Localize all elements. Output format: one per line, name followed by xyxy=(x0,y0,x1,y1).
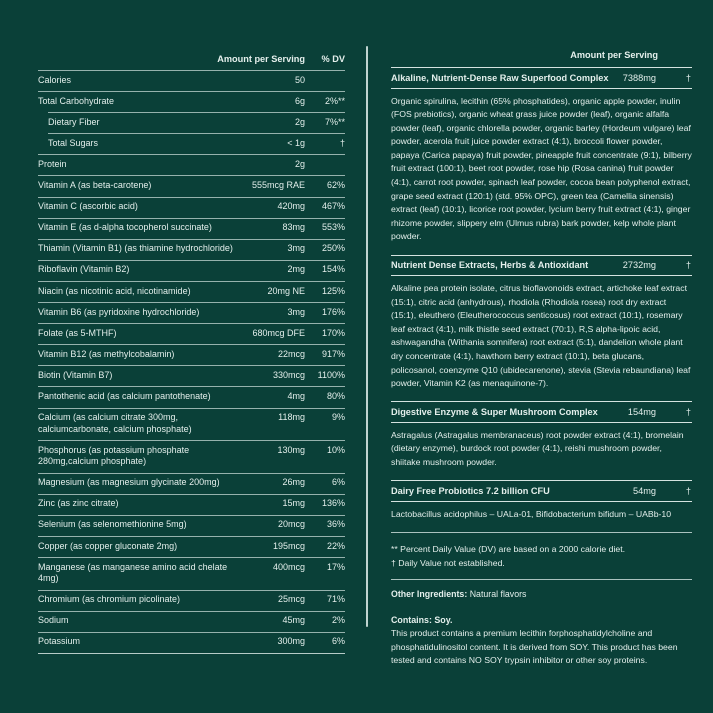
separator-line xyxy=(391,579,692,580)
nutrient-dv: 125% xyxy=(321,285,345,296)
amount-per-serving-header-right: Amount per Serving xyxy=(570,50,658,60)
table-row-calories xyxy=(38,70,345,91)
table-row-selenium xyxy=(38,515,345,536)
nutrient-amount: 20mg NE xyxy=(267,285,305,296)
nutrient-amount: 25mcg xyxy=(277,594,305,605)
nutrient-amount: 45mg xyxy=(282,615,305,626)
table-row-vitamin-b12 xyxy=(38,344,345,365)
table-row-copper xyxy=(38,536,345,557)
nutrient-dv: 553% xyxy=(321,222,345,233)
allergen-statement xyxy=(391,615,692,668)
nutrient-amount: 26mg xyxy=(282,477,305,488)
section-header-digestive-mushroom xyxy=(391,401,692,423)
dagger-symbol: † xyxy=(685,406,691,417)
nutrient-dv: 17% xyxy=(326,561,345,572)
section-header-extracts-herbs xyxy=(391,255,692,277)
section-title: Nutrient Dense Extracts, Herbs & Antioxidant xyxy=(391,260,589,271)
nutrient-amount: 2mg xyxy=(287,264,305,275)
nutrient-amount: 6g xyxy=(294,95,305,106)
nutrient-amount: 3mg xyxy=(287,306,305,317)
nutrient-dv: 22% xyxy=(326,540,345,551)
nutrient-dv: 71% xyxy=(326,594,345,605)
nutrient-label: Folate (as 5-MTHF) xyxy=(38,327,117,338)
contains-heading: Contains: Soy. xyxy=(391,615,453,626)
amount-per-serving-header: Amount per Serving xyxy=(217,54,305,64)
table-row-magnesium xyxy=(38,473,345,494)
table-row-riboflavin xyxy=(38,260,345,281)
section-ingredients: Organic spirulina, lecithin (65% phosphatides), organic apple powder, inulin (FOS prebiotics), organic wheat grass juice powder (leaf), organic alfalfa powder (leaf), organic chlorella powder, organic barley (Hordeum vulgare) leaf powder, acerola fruit juice powder extract (4:1), broccoli flower powder, papaya (Carica papaya) fruit powder, pineapple fruit concentrate (9:1), bilberry fruit extract (100:1), beet root powder, rose hip (Rosa canina) fruit powder (4:1), carrot root powder, spinach leaf powder, cocoa bean polyphenol extract, grape seed extract (120:1) (std. 95% OPC), green tea (Camellia sinensis) extract (leaf) (10:1), licorice root powder, lycium berry fruit extract (4:1), ginger rhizome powder, slippery elm (Ulmus rubra) bark powder, kelp whole plant powder. xyxy=(391,95,692,242)
section-ingredients: Astragalus (Astragalus membranaceus) root powder extract (4:1), bromelain (dietary enzyme), burdock root powder (4:1), reishi mushroom powder, shiitake mushroom powder. xyxy=(391,429,684,467)
nutrient-label: Selenium (as selenomethionine 5mg) xyxy=(38,519,187,530)
nutrient-label: Biotin (Vitamin B7) xyxy=(38,369,113,380)
nutrient-label: Thiamin (Vitamin B1) (as thiamine hydrochloride) xyxy=(38,243,233,254)
table-row-vitamin-c xyxy=(38,197,345,218)
section-ingredients: Alkaline pea protein isolate, citrus bioflavonoids extract, artichoke leaf extract (15:1), citric acid (anhydrous), rhodiola (Rhodiola rosea) root dry extract (15:1), eleuthero (Eleutherococcus senticosus) root extract (10:1), rosemary leaf extract (4:1), milk thistle seed extract (70:1), R,S alpha-lipoic acid, ashwagandha (Withania somnifera) root extract (5:1), dandelion whole plant dry concentrate (4:1), hawthorn berry extract (10:1), beta glucans, policosanol, coenzyme Q10 (ubidecarenone), stevia (Stevia rebaundiana) leaf powder, Vitamin K2 (as menaquinone-7). xyxy=(391,283,691,389)
nutrient-dv: † xyxy=(339,137,345,148)
table-row-protein xyxy=(38,154,345,175)
nutrient-dv: 176% xyxy=(321,306,345,317)
table-row-calcium xyxy=(38,408,345,441)
nutrient-dv: 62% xyxy=(326,180,345,191)
table-row-total-sugars xyxy=(38,133,345,154)
nutrient-table-header xyxy=(38,52,345,70)
nutrient-amount: < 1g xyxy=(287,137,305,148)
footnote-dv-basis: ** Percent Daily Value (DV) are based on a 2000 calorie diet. xyxy=(391,543,626,554)
probiotic-strains: Lactobacillus acidophilus – UALa-01, Bifidobacterium bifidum – UABb-10 xyxy=(391,508,672,519)
nutrient-amount: 50 xyxy=(294,74,305,85)
table-row-niacin xyxy=(38,281,345,302)
section-title: Dairy Free Probiotics 7.2 billion CFU xyxy=(391,485,550,496)
footnote-dv-not-established: † Daily Value not established. xyxy=(391,557,505,568)
section-amount: 7388mg xyxy=(622,72,656,83)
table-row-pantothenic-acid xyxy=(38,386,345,407)
nutrient-dv: 6% xyxy=(331,477,345,488)
section-amount: 2732mg xyxy=(622,260,656,271)
nutrient-label: Pantothenic acid (as calcium pantothenate) xyxy=(38,391,211,401)
nutrient-amount: 300mg xyxy=(277,636,305,647)
table-row-dietary-fiber xyxy=(38,112,345,133)
nutrient-amount: 330mcg xyxy=(272,369,305,380)
column-divider xyxy=(366,46,368,627)
nutrient-dv: 1100% xyxy=(317,369,345,380)
nutrient-label: Vitamin B6 (as pyridoxine hydrochloride) xyxy=(38,306,200,317)
nutrient-amount: 195mcg xyxy=(272,540,305,551)
nutrient-dv: 467% xyxy=(321,201,345,212)
nutrient-amount: 555mcg RAE xyxy=(251,180,305,191)
nutrient-amount: 4mg xyxy=(287,391,305,401)
table-row-chromium xyxy=(38,590,345,611)
section-header-superfood-complex xyxy=(391,67,692,89)
dagger-symbol: † xyxy=(685,72,691,83)
other-ingredients xyxy=(391,589,692,599)
nutrient-amount: 400mcg xyxy=(272,561,305,572)
nutrient-label: Calories xyxy=(38,74,72,85)
nutrient-dv: 80% xyxy=(326,391,345,401)
nutrient-table xyxy=(38,52,345,654)
nutrient-dv: 154% xyxy=(321,264,345,275)
nutrient-dv: 2%** xyxy=(324,95,345,106)
other-ingredients-label: Other Ingredients: xyxy=(391,589,468,600)
table-row-vitamin-e xyxy=(38,218,345,239)
nutrient-amount: 130mg xyxy=(277,444,305,455)
nutrient-amount: 15mg xyxy=(282,498,305,509)
percent-dv-header: % DV xyxy=(321,54,345,64)
nutrient-label: Dietary Fiber xyxy=(48,116,100,127)
nutrient-dv: 7%** xyxy=(324,116,345,127)
nutrient-label: Total Sugars xyxy=(48,137,99,148)
nutrient-label: Manganese (as manganese amino acid chelate 4mg) xyxy=(38,561,228,584)
nutrient-dv: 917% xyxy=(321,348,345,359)
nutrient-dv: 9% xyxy=(331,412,345,423)
nutrient-amount: 20mcg xyxy=(277,519,305,530)
nutrient-label: Total Carbohydrate xyxy=(38,95,115,106)
dagger-symbol: † xyxy=(685,485,691,496)
table-row-folate xyxy=(38,323,345,344)
nutrient-label: Niacin (as nicotinic acid, nicotinamide) xyxy=(38,285,191,296)
nutrient-amount: 3mg xyxy=(287,243,305,254)
nutrient-amount: 2g xyxy=(294,158,305,169)
nutrient-dv: 10% xyxy=(326,444,345,455)
nutrient-amount: 22mcg xyxy=(277,348,305,359)
nutrient-amount: 680mcg DFE xyxy=(252,327,305,338)
section-amount: 54mg xyxy=(633,485,656,496)
table-row-vitamin-a xyxy=(38,175,345,196)
nutrient-label: Chromium (as chromium picolinate) xyxy=(38,594,181,605)
dagger-symbol: † xyxy=(685,260,691,271)
nutrient-label: Phosphorus (as potassium phosphate 280mg,calcium phosphate) xyxy=(38,444,190,467)
separator-line xyxy=(391,532,692,533)
nutrient-amount: 83mg xyxy=(282,222,305,233)
footnotes xyxy=(391,542,692,570)
nutrient-label: Copper (as copper gluconate 2mg) xyxy=(38,540,178,551)
section-title: Alkaline, Nutrient-Dense Raw Superfood Complex xyxy=(391,72,609,83)
nutrient-label: Vitamin E (as d-alpha tocopherol succinate) xyxy=(38,222,212,233)
nutrient-label: Potassium xyxy=(38,636,81,647)
section-title: Digestive Enzyme & Super Mushroom Complex xyxy=(391,406,598,417)
table-row-sodium xyxy=(38,611,345,632)
nutrient-dv: 170% xyxy=(321,327,345,338)
nutrient-label: Sodium xyxy=(38,615,69,626)
section-amount: 154mg xyxy=(627,406,656,417)
nutrient-label: Vitamin C (ascorbic acid) xyxy=(38,201,138,212)
table-row-biotin xyxy=(38,365,345,386)
table-row-total-carbohydrate xyxy=(38,91,345,112)
table-row-manganese xyxy=(38,557,345,590)
nutrient-amount: 118mg xyxy=(278,412,305,423)
nutrient-label: Zinc (as zinc citrate) xyxy=(38,498,119,509)
nutrient-dv: 250% xyxy=(321,243,345,254)
table-row-potassium xyxy=(38,632,345,653)
nutrient-label: Vitamin A (as beta-carotene) xyxy=(38,180,152,191)
complexes-panel xyxy=(391,50,692,668)
nutrient-dv: 36% xyxy=(326,519,345,530)
nutrient-label: Vitamin B12 (as methylcobalamin) xyxy=(38,348,175,359)
table-row-thiamin xyxy=(38,239,345,260)
nutrient-label: Riboflavin (Vitamin B2) xyxy=(38,264,130,275)
nutrient-label: Magnesium (as magnesium glycinate 200mg) xyxy=(38,477,220,488)
contains-text: This product contains a premium lecithin forphosphatidylcholine and phosphatidulinositol content. It is derived from SOY. This product has been tested and contains NO SOY trypsin inhibitor or other soy proteins. xyxy=(391,628,678,666)
nutrient-amount: 2g xyxy=(294,116,305,127)
section-header-probiotics xyxy=(391,480,692,502)
nutrient-dv: 2% xyxy=(331,615,345,626)
nutrient-amount: 420mg xyxy=(277,201,305,212)
nutrient-dv: 136% xyxy=(321,498,345,509)
nutrient-dv: 6% xyxy=(331,636,345,647)
table-row-zinc xyxy=(38,494,345,515)
nutrient-label: Calcium (as calcium citrate 300mg, calciumcarbonate, calcium phosphate) xyxy=(38,412,192,434)
table-row-vitamin-b6 xyxy=(38,302,345,323)
nutrient-label: Protein xyxy=(38,158,67,169)
other-ingredients-value: Natural flavors xyxy=(469,589,527,600)
table-row-phosphorus xyxy=(38,440,345,473)
